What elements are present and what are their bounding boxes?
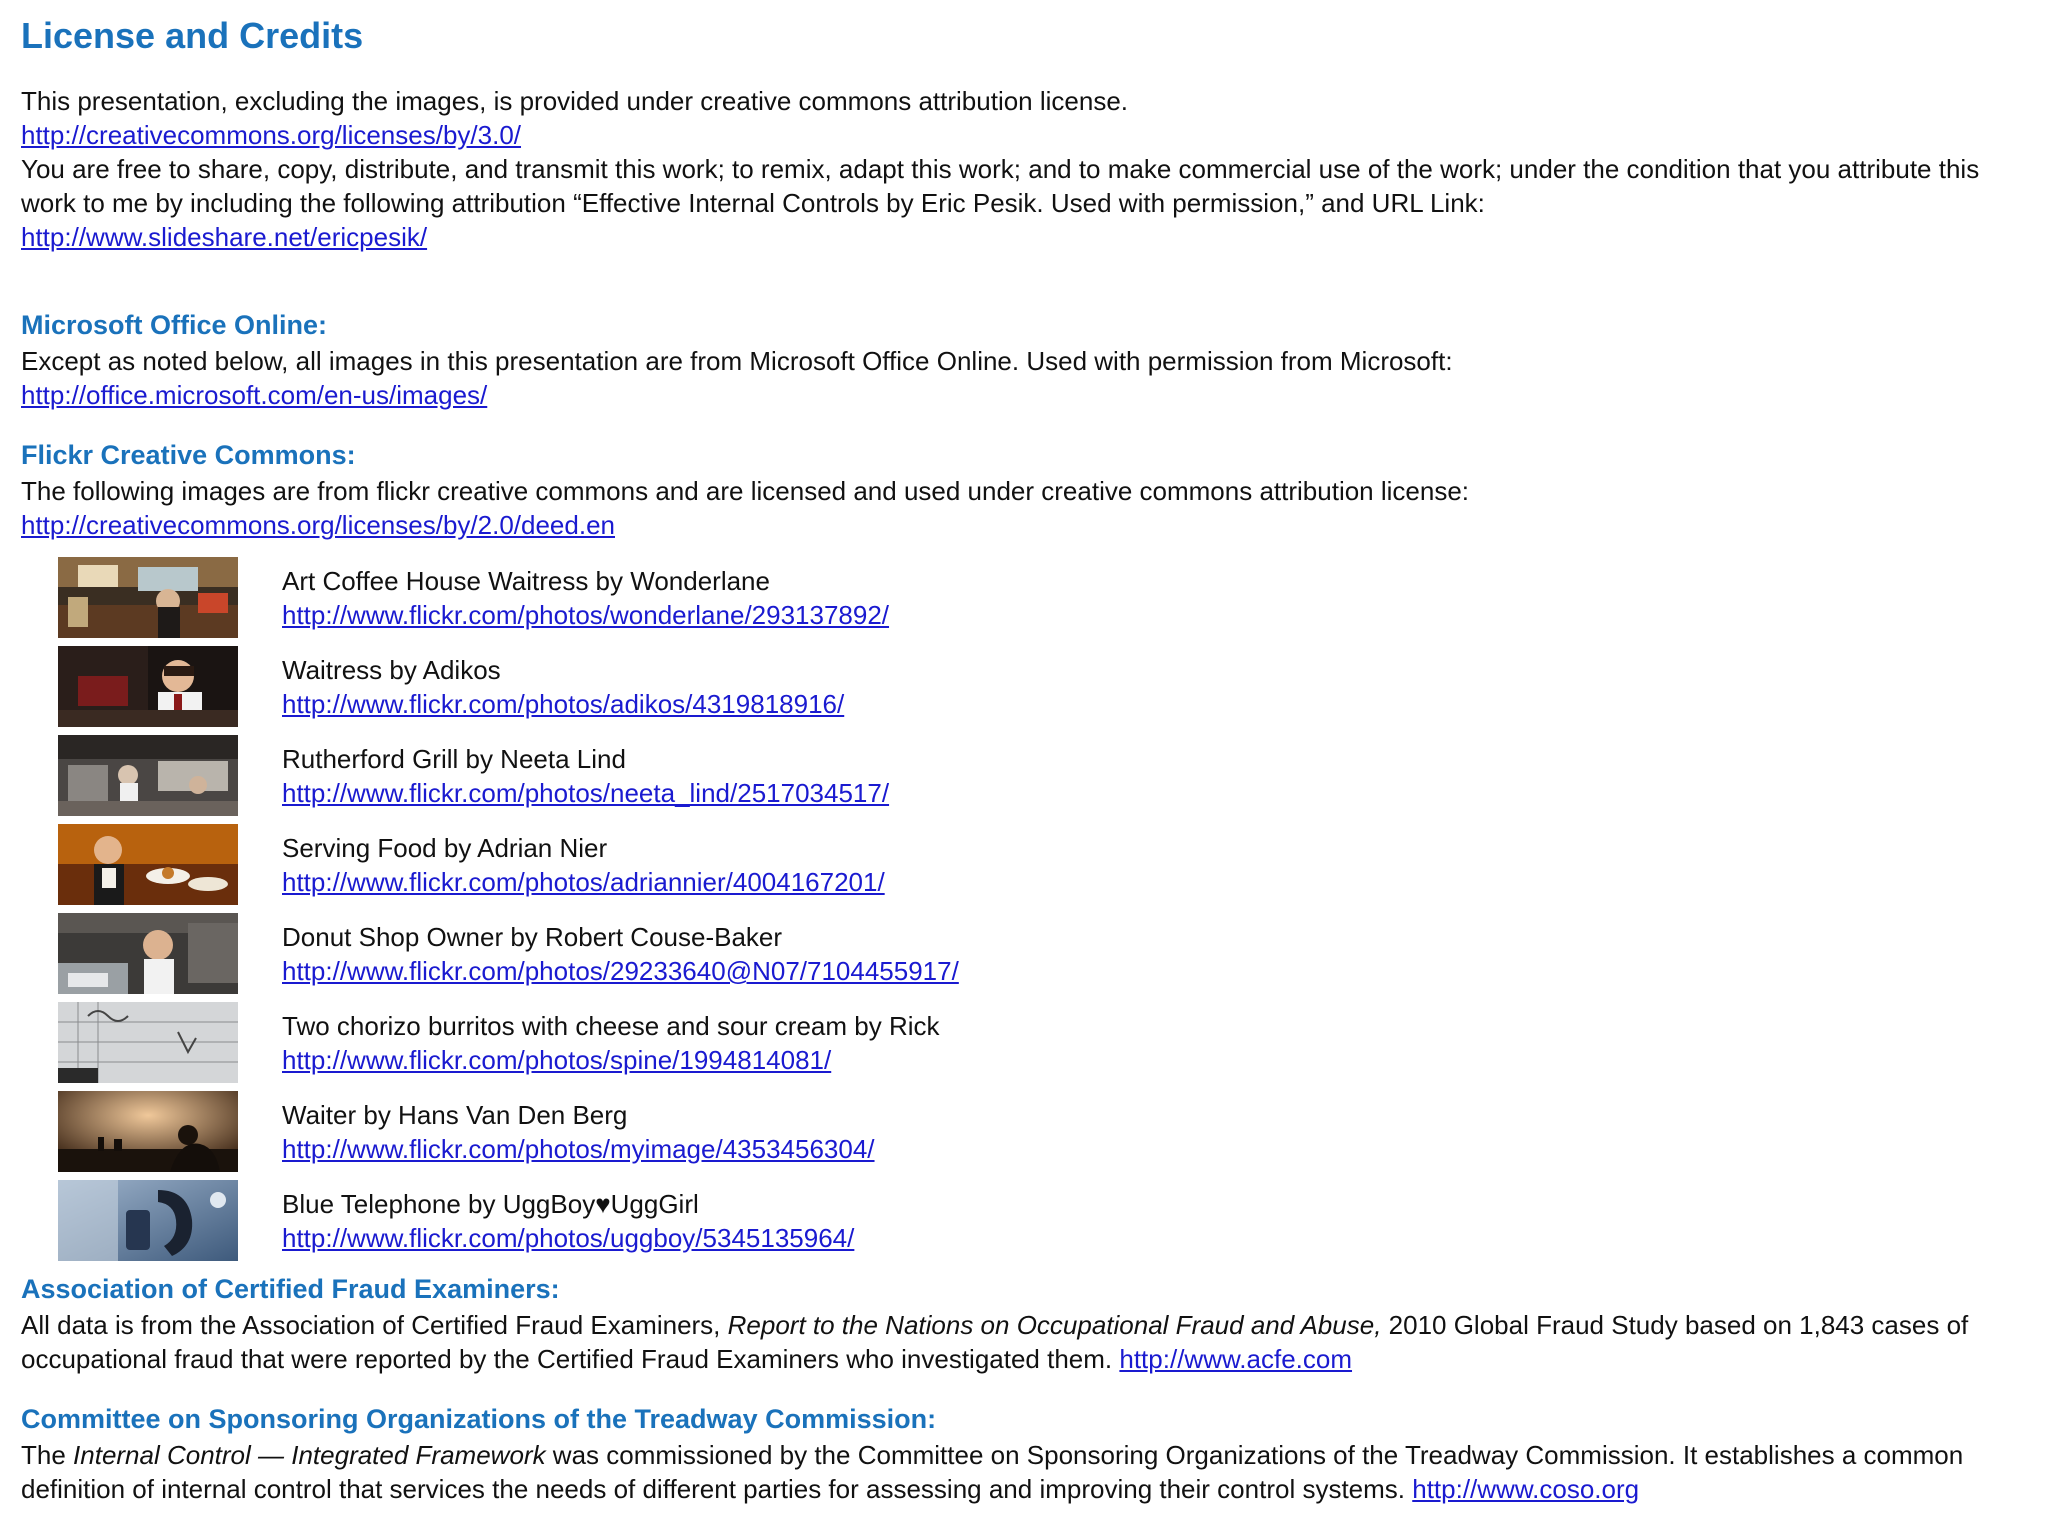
- credit-caption: Blue Telephone by UggBoy♥UggGirl: [282, 1189, 699, 1219]
- order-ticket-thumbnail: [58, 1002, 238, 1083]
- flickr-text: The following images are from flickr creative commons and are licensed and used under creative commons attribution license:: [21, 476, 1470, 506]
- list-item: [58, 1001, 1158, 1090]
- credit-caption: Art Coffee House Waitress by Wonderlane: [282, 566, 770, 596]
- credit-caption: Donut Shop Owner by Robert Couse-Baker: [282, 922, 783, 952]
- credit-caption: Serving Food by Adrian Nier: [282, 833, 608, 863]
- credit-link[interactable]: http://www.flickr.com/photos/adriannier/4004167201/: [282, 867, 885, 897]
- grill-kitchen-thumbnail: [58, 735, 238, 816]
- credit-link[interactable]: http://www.flickr.com/photos/myimage/4353456304/: [282, 1134, 875, 1164]
- acfe-text-post: 2010 Global Fraud Study based on 1,843 cases of occupational fraud that were reported by the Certified Fraud Examiners who investigated them.: [21, 1310, 1969, 1374]
- list-item: [58, 1090, 1158, 1179]
- serving-food-thumbnail: [58, 824, 238, 905]
- list-item: [58, 1179, 1158, 1268]
- intro-license-text: This presentation, excluding the images, is provided under creative commons attribution license.: [21, 86, 1129, 116]
- credit-link[interactable]: http://www.flickr.com/photos/spine/1994814081/: [282, 1045, 832, 1075]
- cc-by-2-link[interactable]: http://creativecommons.org/licenses/by/2.0/deed.en: [21, 510, 615, 540]
- coso-text-pre: The: [21, 1440, 74, 1470]
- waitress-thumbnail: [58, 646, 238, 727]
- acfe-link[interactable]: http://www.acfe.com: [1119, 1344, 1353, 1374]
- credit-link[interactable]: http://www.flickr.com/photos/29233640@N07/7104455917/: [282, 956, 959, 986]
- microsoft-images-link[interactable]: http://office.microsoft.com/en-us/images/: [21, 380, 488, 410]
- credit-link[interactable]: http://www.flickr.com/photos/adikos/4319818916/: [282, 689, 845, 719]
- flickr-credit-list: [58, 556, 1158, 1268]
- acfe-heading: Association of Certified Fraud Examiners:: [21, 1274, 560, 1304]
- list-item: [58, 912, 1158, 1001]
- credit-link[interactable]: http://www.flickr.com/photos/wonderlane/293137892/: [282, 600, 890, 630]
- coso-link[interactable]: http://www.coso.org: [1412, 1474, 1640, 1504]
- flickr-heading: Flickr Creative Commons:: [21, 440, 356, 470]
- acfe-report-title: Report to the Nations on Occupational Fraud and Abuse,: [727, 1310, 1382, 1340]
- acfe-text: [21, 1308, 2031, 1376]
- acfe-text-pre: All data is from the Association of Certified Fraud Examiners,: [21, 1310, 728, 1340]
- cc-by-3-link[interactable]: http://creativecommons.org/licenses/by/3.0/: [21, 120, 522, 150]
- coso-framework-title: Internal Control — Integrated Framework: [73, 1440, 546, 1470]
- credit-link[interactable]: http://www.flickr.com/photos/uggboy/5345135964/: [282, 1223, 855, 1253]
- page-title: License and Credits: [21, 15, 364, 56]
- list-item: [58, 734, 1158, 823]
- microsoft-text: Except as noted below, all images in this presentation are from Microsoft Office Online. Used with permission from Microsoft:: [21, 346, 1453, 376]
- microsoft-heading: Microsoft Office Online:: [21, 310, 328, 340]
- credit-caption: Rutherford Grill by Neeta Lind: [282, 744, 626, 774]
- list-item: [58, 556, 1158, 645]
- donut-shop-thumbnail: [58, 913, 238, 994]
- list-item: [58, 823, 1158, 912]
- credit-caption: Two chorizo burritos with cheese and sour cream by Rick: [282, 1011, 940, 1041]
- coso-text-post: was commissioned by the Committee on Sponsoring Organizations of the Treadway Commission. It establishes a common definition of internal control that services the needs of different parties for assessing and improving their control systems.: [21, 1440, 1964, 1504]
- credit-caption: Waiter by Hans Van Den Berg: [282, 1100, 628, 1130]
- credit-caption: Waitress by Adikos: [282, 655, 501, 685]
- list-item: [58, 645, 1158, 734]
- intro-permission-text: You are free to share, copy, distribute, and transmit this work; to remix, adapt this work; and to make commercial use of the work; under the condition that you attribute this work to me by including the following attribution “Effective Internal Controls by Eric Pesik. Used with permission,” and URL Link:: [21, 154, 1980, 218]
- waiter-silhouette-thumbnail: [58, 1091, 238, 1172]
- coffee-house-thumbnail: [58, 557, 238, 638]
- slideshare-link[interactable]: http://www.slideshare.net/ericpesik/: [21, 222, 428, 252]
- credit-link[interactable]: http://www.flickr.com/photos/neeta_lind/2517034517/: [282, 778, 890, 808]
- coso-text: [21, 1438, 2031, 1506]
- coso-heading: Committee on Sponsoring Organizations of the Treadway Commission:: [21, 1404, 937, 1434]
- blue-telephone-thumbnail: [58, 1180, 238, 1261]
